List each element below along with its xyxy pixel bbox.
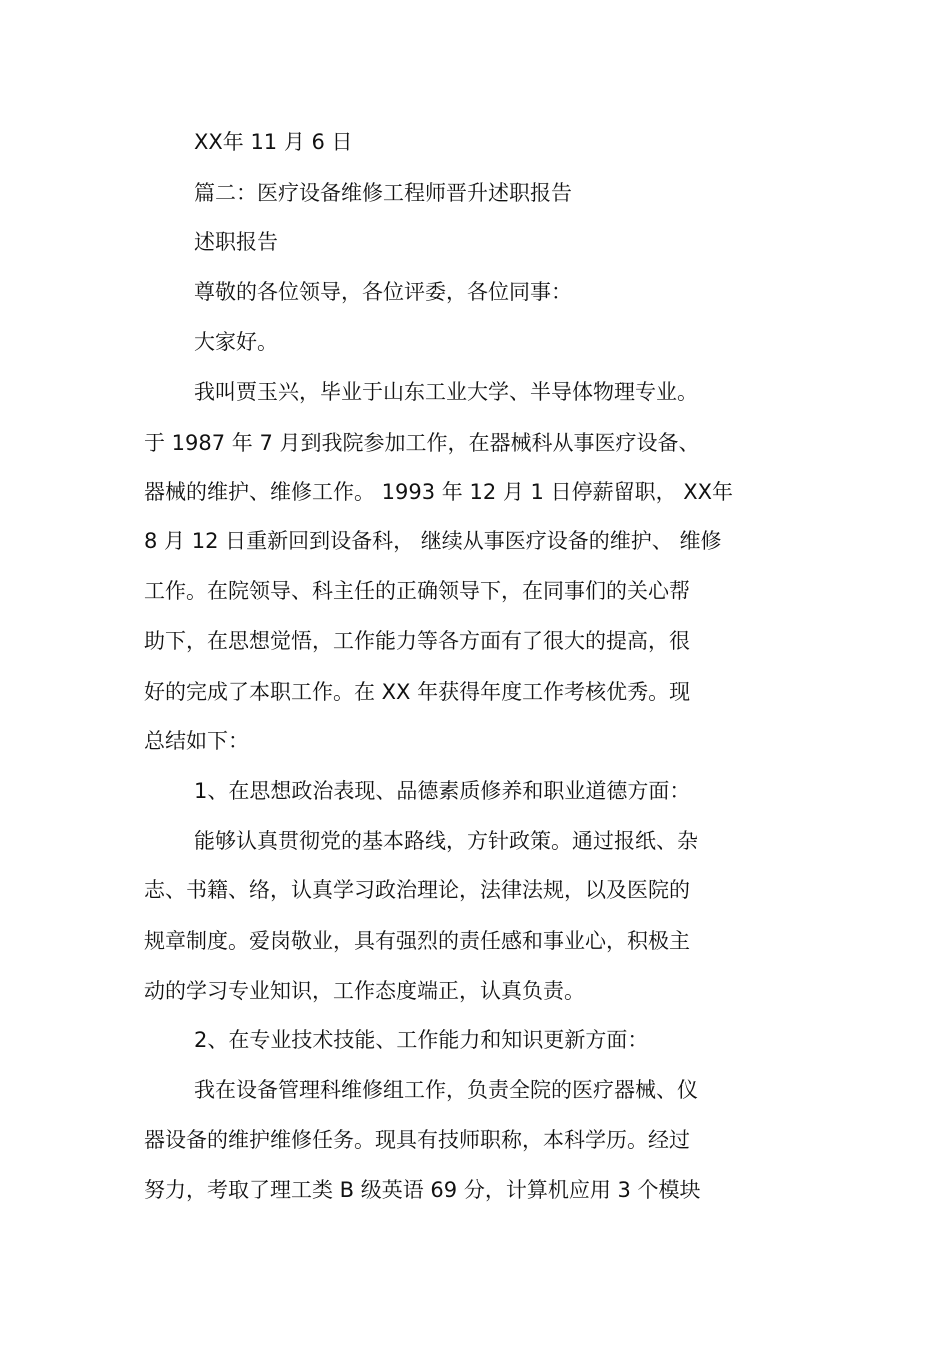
text-line: 器设备的维护维修任务。现具有技师职称，本科学历。经过 [144, 1128, 690, 1152]
text-line: 篇二：医疗设备维修工程师晋升述职报告 [194, 181, 572, 205]
text-line: 努力，考取了理工类 B 级英语 69 分，计算机应用 3 个模块 [144, 1178, 701, 1202]
text-line: 尊敬的各位领导，各位评委，各位同事： [194, 280, 572, 304]
text-line: 8 月 12 日重新回到设备科， 继续从事医疗设备的维护、 维修 [144, 529, 722, 553]
text-line: 好的完成了本职工作。在 XX 年获得年度工作考核优秀。现 [144, 680, 691, 704]
text-line: 规章制度。爱岗敬业，具有强烈的责任感和事业心，积极主 [144, 929, 690, 953]
text-line: 我在设备管理科维修组工作，负责全院的医疗器械、仪 [194, 1078, 698, 1102]
text-line: 总结如下： [144, 729, 249, 753]
text-line: 1、在思想政治表现、品德素质修养和职业道德方面： [194, 779, 691, 803]
text-line: 于 1987 年 7 月到我院参加工作，在器械科从事医疗设备、 [144, 431, 700, 455]
text-line: XX年 11 月 6 日 [194, 130, 353, 154]
text-line: 我叫贾玉兴，毕业于山东工业大学、半导体物理专业。 [194, 380, 698, 404]
text-line: 2、在专业技术技能、工作能力和知识更新方面： [194, 1028, 649, 1052]
text-line: 述职报告 [194, 230, 278, 254]
text-line: 志、书籍、络，认真学习政治理论，法律法规，以及医院的 [144, 878, 690, 902]
text-line: 助下，在思想觉悟，工作能力等各方面有了很大的提高，很 [144, 629, 690, 653]
text-line: 大家好。 [194, 330, 278, 354]
text-line: 器械的维护、维修工作。 1993 年 12 月 1 日停薪留职， XX年 [144, 480, 734, 504]
text-line: 动的学习专业知识，工作态度端正，认真负责。 [144, 979, 585, 1003]
text-line: 工作。在院领导、科主任的正确领导下，在同事们的关心帮 [144, 579, 690, 603]
text-line: 能够认真贯彻党的基本路线，方针政策。通过报纸、杂 [194, 829, 698, 853]
